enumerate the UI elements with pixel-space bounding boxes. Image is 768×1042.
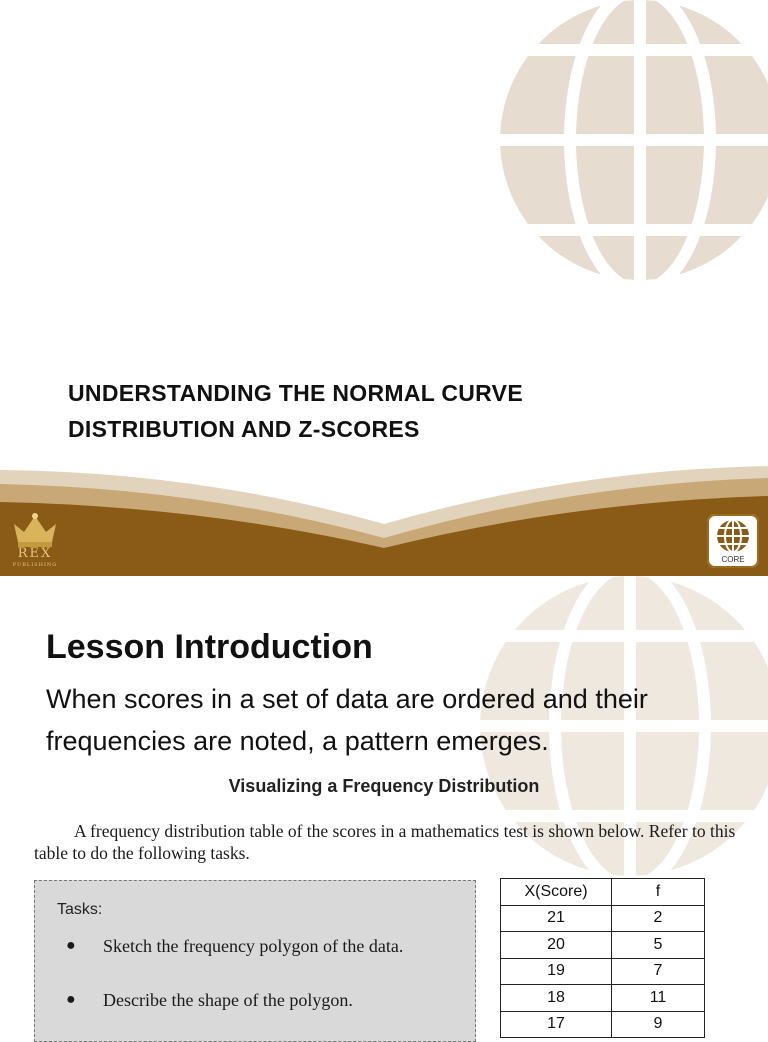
lesson-body-text: When scores in a set of data are ordered and their frequencies are noted, a pattern emerges. [46, 684, 648, 756]
table-cell: 19 [501, 958, 612, 985]
globe-icon [715, 518, 751, 554]
table-cell: 5 [612, 932, 705, 959]
rex-logo-subtext: PUBLISHING [12, 562, 58, 568]
rex-logo-text: REX [17, 546, 53, 561]
table-row [501, 905, 705, 932]
task-item [66, 989, 453, 1011]
table-cell: 17 [501, 1011, 612, 1038]
slide-title-line-1: UNDERSTANDING THE NORMAL CURVE [68, 380, 523, 406]
bullet-icon: ● [66, 937, 76, 954]
column-header-score: X(Score) [501, 879, 612, 906]
core-logo-label: CORE [721, 555, 745, 564]
task-item-text: Describe the shape of the polygon. [103, 990, 353, 1010]
core-logo [707, 514, 759, 568]
globe-watermark-icon [490, 0, 768, 290]
table-cell: 9 [612, 1011, 705, 1038]
table-row [501, 985, 705, 1012]
crown-icon [6, 512, 64, 548]
table-cell: 18 [501, 985, 612, 1012]
lesson-heading: Lesson Introduction [46, 628, 373, 666]
bullet-icon: ● [66, 991, 76, 1008]
task-item-text: Sketch the frequency polygon of the data. [103, 936, 404, 956]
column-header-frequency: f [612, 879, 705, 906]
intro-paragraph: A frequency distribution table of the scores in a mathematics test is shown below. Refer to this table to do the following tasks. [34, 821, 736, 863]
section-heading: Visualizing a Frequency Distribution [228, 776, 540, 796]
tasks-box [34, 880, 476, 1042]
task-item [66, 935, 453, 957]
table-cell: 7 [612, 958, 705, 985]
table-row [501, 958, 705, 985]
table-cell: 11 [612, 985, 705, 1012]
table-row [501, 1011, 705, 1038]
slide-title-line-2: DISTRIBUTION AND Z-SCORES [68, 416, 420, 442]
tasks-label: Tasks: [57, 901, 103, 918]
table-cell: 2 [612, 905, 705, 932]
table-cell: 20 [501, 932, 612, 959]
bottom-swoosh-banner [0, 462, 768, 576]
table-header-row [501, 879, 705, 906]
table-cell: 21 [501, 905, 612, 932]
frequency-table [500, 878, 705, 1038]
table-row [501, 932, 705, 959]
